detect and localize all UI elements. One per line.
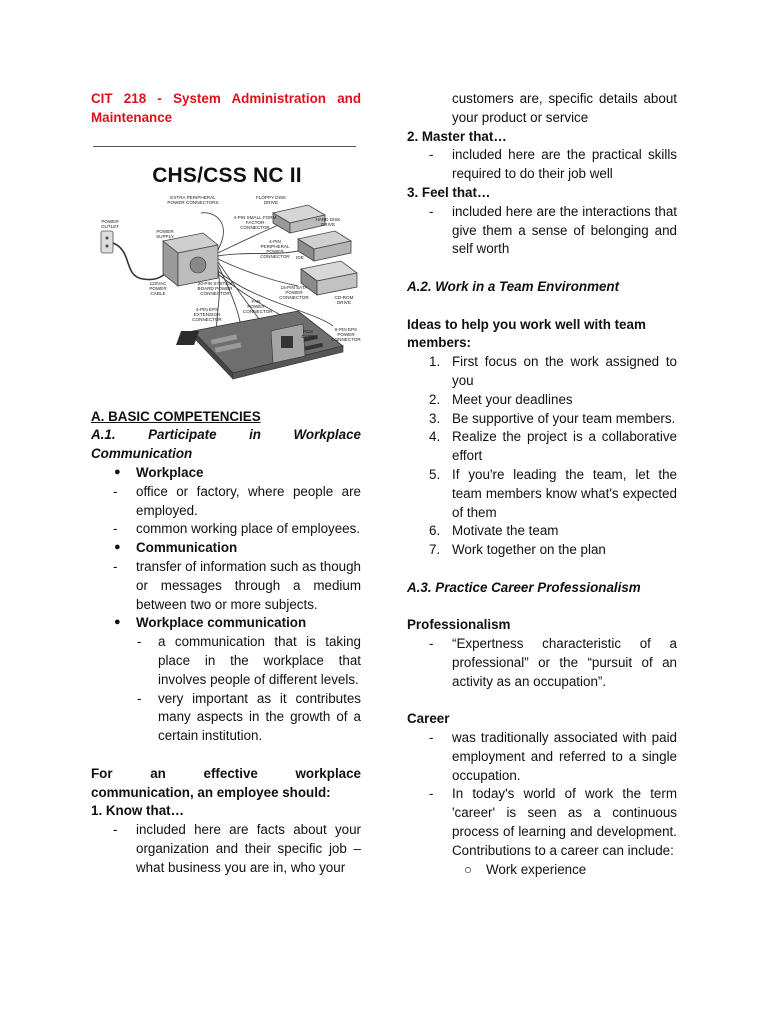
label-eps-8pin: 8-PIN EPS POWER CONNECTOR (331, 326, 361, 342)
document-title: CIT 218 - System Administration and Maintenance (91, 91, 361, 125)
bullet-workplace: ● Workplace (114, 464, 204, 480)
diagram-illustration (93, 161, 361, 386)
list-item: 2. Meet your deadlines (429, 391, 573, 407)
title-divider (93, 146, 356, 147)
list-item: - very important as it contributes many aspects in the growth of a certain institution. (137, 690, 361, 744)
list-item: ○ Work experience (464, 861, 587, 877)
label-power-outlet: POWER OUTLET (100, 218, 120, 229)
career-label: Career (407, 711, 450, 727)
heading-a1-word: in (249, 427, 261, 443)
power-outlet-shape (101, 231, 113, 253)
list-item: - In today's world of work the term 'career' is seen as a continuous process of learning and development. Contributions to a career can include: (429, 786, 677, 858)
heading-a2: A.2. Work in a Team Environment (407, 278, 620, 294)
list-item: 6. Motivate the team (429, 523, 559, 539)
power-supply-diagram (93, 161, 361, 386)
list-item: 1. First focus on the work assigned to you (429, 354, 677, 388)
heading-a1-line2: Communication (91, 446, 193, 462)
list-item: 4. Realize the project is a collaborative effort (429, 429, 677, 464)
know-that-label: 1. Know that… (91, 803, 184, 819)
team-ideas-intro: Ideas to help you work well with team members: (407, 316, 646, 351)
label-system-board: 20-PIN SYSTEM BOARD POWER CONNECTOR (197, 280, 233, 296)
heading-a1-word: A.1. (91, 427, 116, 443)
list-item: 3. Be supportive of your team members. (429, 410, 676, 426)
professionalism-label: Professionalism (407, 617, 511, 633)
list-item: - was traditionally associated with paid employment and referred to a single occupation. (429, 730, 677, 783)
heading-a1-word: Workplace (293, 427, 361, 443)
list-item: - transfer of information such as though or messages through a medium between two or more subjects. (113, 558, 361, 612)
effective-communication-intro: For an effective workplace communication, an employee should: (91, 765, 361, 800)
heading-basic-competencies: A. BASIC COMPETENCIES (91, 408, 261, 424)
heading-a1-word: Participate (148, 427, 217, 443)
right-column (407, 90, 677, 879)
label-small-form: 4-PIN SMALL FORM FACTOR CONNECTOR (233, 214, 277, 230)
feel-that-label: 3. Feel that… (407, 184, 491, 200)
diagram-title: CHS/CSS NC II (152, 163, 302, 187)
label-pcie: PCIe CARD (301, 328, 315, 339)
list-item: - included here are facts about your organization and their specific job – what business you are in, who your (113, 822, 361, 875)
know-that-continued: customers are, specific details about your product or service (452, 91, 677, 125)
label-cdrom: CD-ROM DRIVE (334, 294, 354, 305)
label-sata: 15-PIN SATA POWER CONNECTOR (279, 284, 309, 300)
label-floppy: FLOPPY DISK DRIVE (255, 194, 287, 205)
list-item: - a communication that is taking place in the workplace that involves people of different levels. (137, 634, 361, 687)
list-item: - office or factory, where people are employed. (113, 483, 361, 518)
list-item: - common working place of employees. (113, 521, 361, 537)
list-item: - included here are the practical skills required to do their job well (429, 147, 677, 182)
left-column (91, 90, 361, 878)
bullet-communication: ● Communication (114, 540, 238, 556)
label-ide: IDE (296, 254, 304, 260)
label-power-supply: POWER SUPPLY (156, 228, 174, 239)
power-cable-shape (113, 243, 171, 280)
heading-a1 (91, 426, 361, 445)
label-hard-disk: HARD DISK DRIVE (315, 216, 341, 227)
label-peripheral-4pin: 4-PIN PERIPHERAL POWER CONNECTOR (260, 238, 290, 260)
label-eps-extension: 4-PIN EPS EXTENSION CONNECTOR (192, 306, 222, 322)
list-item: 5. If you're leading the team, let the team members know what's expected of them (429, 466, 677, 520)
heading-a3: A.3. Practice Career Professionalism (407, 579, 641, 595)
label-fan: FAN POWER CONNECTOR (243, 298, 273, 314)
list-item: - included here are the interactions that give them a sense of belonging and self worth (429, 203, 677, 257)
label-extra-peripheral: EXTRA PERIPHERAL POWER CONNECTORS (167, 194, 219, 205)
label-power-cable: 120VAC POWER CABLE (149, 280, 167, 296)
list-item: - “Expertness characteristic of a professional” or the “pursuit of an activity as an occupation”. (429, 636, 677, 689)
bullet-workplace-communication: ● Workplace communication (114, 615, 307, 631)
list-item: 7. Work together on the plan (429, 542, 606, 558)
master-that-label: 2. Master that… (407, 128, 507, 144)
